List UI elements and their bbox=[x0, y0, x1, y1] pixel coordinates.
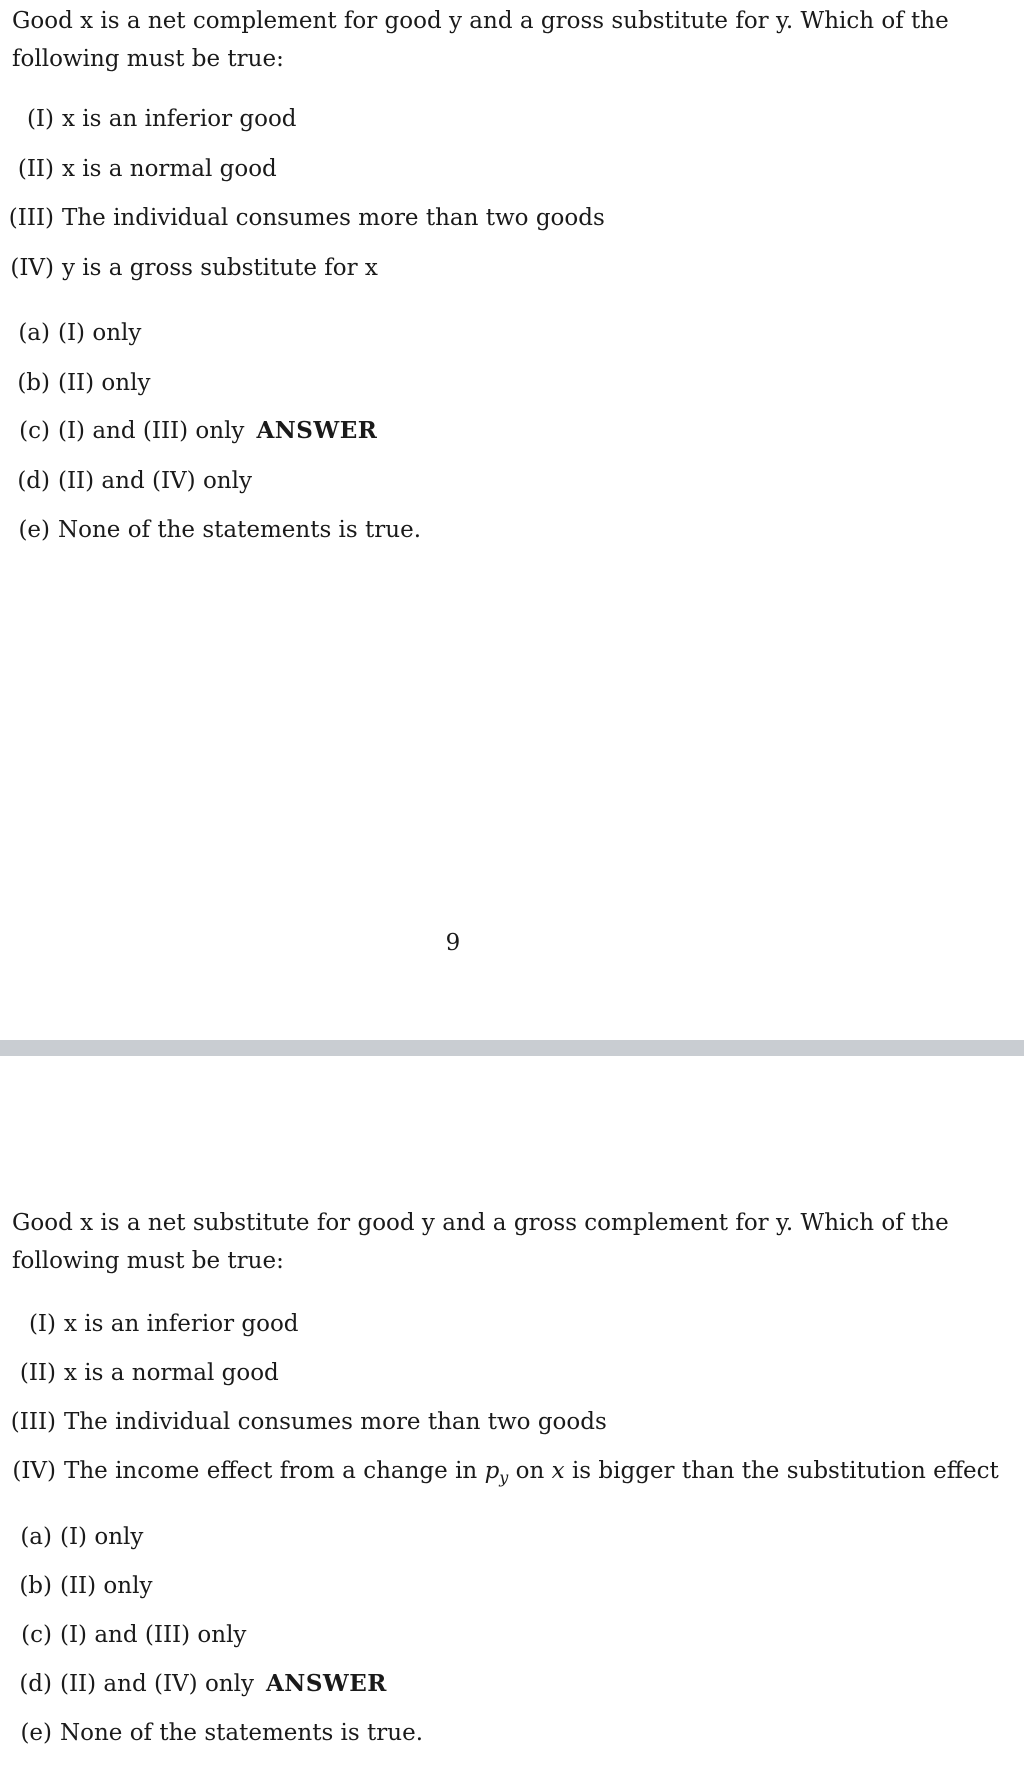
statement-tag: (I) bbox=[26, 106, 54, 132]
option-text: None of the statements is true. bbox=[58, 517, 422, 543]
statement-text: x is an inferior good bbox=[62, 106, 297, 132]
question-2-statement-4 bbox=[0, 1456, 999, 1493]
question-1-statement-4 bbox=[0, 253, 378, 283]
question-2-option-a bbox=[4, 1522, 143, 1552]
statement-text: y is a gross substitute for x bbox=[62, 255, 378, 281]
statement-tag: (II) bbox=[17, 156, 54, 182]
option-tag: (b) bbox=[17, 370, 50, 396]
option-tag: (d) bbox=[19, 1671, 52, 1697]
statement-text-before: The income effect from a change in bbox=[64, 1458, 478, 1484]
option-tag: (e) bbox=[20, 1720, 52, 1746]
answer-label: ANSWER bbox=[265, 1670, 387, 1697]
question-2-option-e bbox=[4, 1718, 423, 1748]
question-1-option-e bbox=[2, 515, 421, 545]
statement-text: x is a normal good bbox=[64, 1360, 279, 1386]
option-text: (I) only bbox=[58, 320, 142, 346]
question-2-statement-1 bbox=[0, 1309, 299, 1339]
question-2-option-d bbox=[4, 1669, 387, 1699]
statement-tag: (IV) bbox=[10, 255, 54, 281]
option-text: None of the statements is true. bbox=[60, 1720, 424, 1746]
question-2-statement-3 bbox=[0, 1407, 607, 1437]
question-1-text: Good x is a net complement for good y and a gross substitute for y. Which of the following must be true: bbox=[12, 8, 949, 72]
question-2-option-c bbox=[4, 1620, 246, 1650]
math-x: x bbox=[551, 1458, 565, 1484]
statement-text-mid: on bbox=[515, 1458, 545, 1484]
option-tag: (a) bbox=[18, 320, 50, 346]
option-text: (I) and (III) only bbox=[60, 1622, 247, 1648]
statement-tag: (I) bbox=[28, 1311, 56, 1337]
question-1-option-d bbox=[2, 466, 252, 496]
statement-tag: (III) bbox=[8, 205, 54, 231]
option-tag: (c) bbox=[21, 1622, 52, 1648]
statement-text-after: is bigger than the substitution effect bbox=[571, 1458, 999, 1484]
question-1-option-a bbox=[2, 318, 141, 348]
math-price: $p_y$ bbox=[484, 1458, 509, 1487]
option-text: (II) only bbox=[60, 1573, 153, 1599]
option-text: (I) and (III) only bbox=[58, 418, 245, 444]
option-tag: (b) bbox=[19, 1573, 52, 1599]
option-text: (II) and (IV) only bbox=[58, 468, 252, 494]
statement-text: The individual consumes more than two goods bbox=[62, 205, 605, 231]
question-1-option-b bbox=[2, 368, 150, 398]
statement-tag: (IV) bbox=[12, 1458, 56, 1484]
question-1-statement-2 bbox=[0, 154, 277, 184]
option-text: (I) only bbox=[60, 1524, 144, 1550]
statement-text: The individual consumes more than two goods bbox=[64, 1409, 607, 1435]
answer-label: ANSWER bbox=[256, 417, 378, 444]
question-2-option-b bbox=[4, 1571, 152, 1601]
question-2-statement-2 bbox=[0, 1358, 279, 1388]
option-text: (II) only bbox=[58, 370, 151, 396]
statement-text: x is a normal good bbox=[62, 156, 277, 182]
option-text: (II) and (IV) only bbox=[60, 1671, 254, 1697]
statement-tag: (III) bbox=[10, 1409, 56, 1435]
question-1-statement-3 bbox=[0, 203, 605, 233]
question-1-option-c bbox=[2, 416, 377, 446]
page-separator bbox=[0, 1040, 1024, 1056]
option-tag: (a) bbox=[20, 1524, 52, 1550]
option-tag: (c) bbox=[19, 418, 50, 444]
option-tag: (d) bbox=[17, 468, 50, 494]
question-1-statement-1 bbox=[0, 104, 297, 134]
page-number: 9 bbox=[445, 930, 461, 956]
statement-tag: (II) bbox=[19, 1360, 56, 1386]
question-2-text: Good x is a net substitute for good y and a gross complement for y. Which of the following must be true: bbox=[12, 1210, 949, 1274]
option-tag: (e) bbox=[18, 517, 50, 543]
statement-text: x is an inferior good bbox=[64, 1311, 299, 1337]
